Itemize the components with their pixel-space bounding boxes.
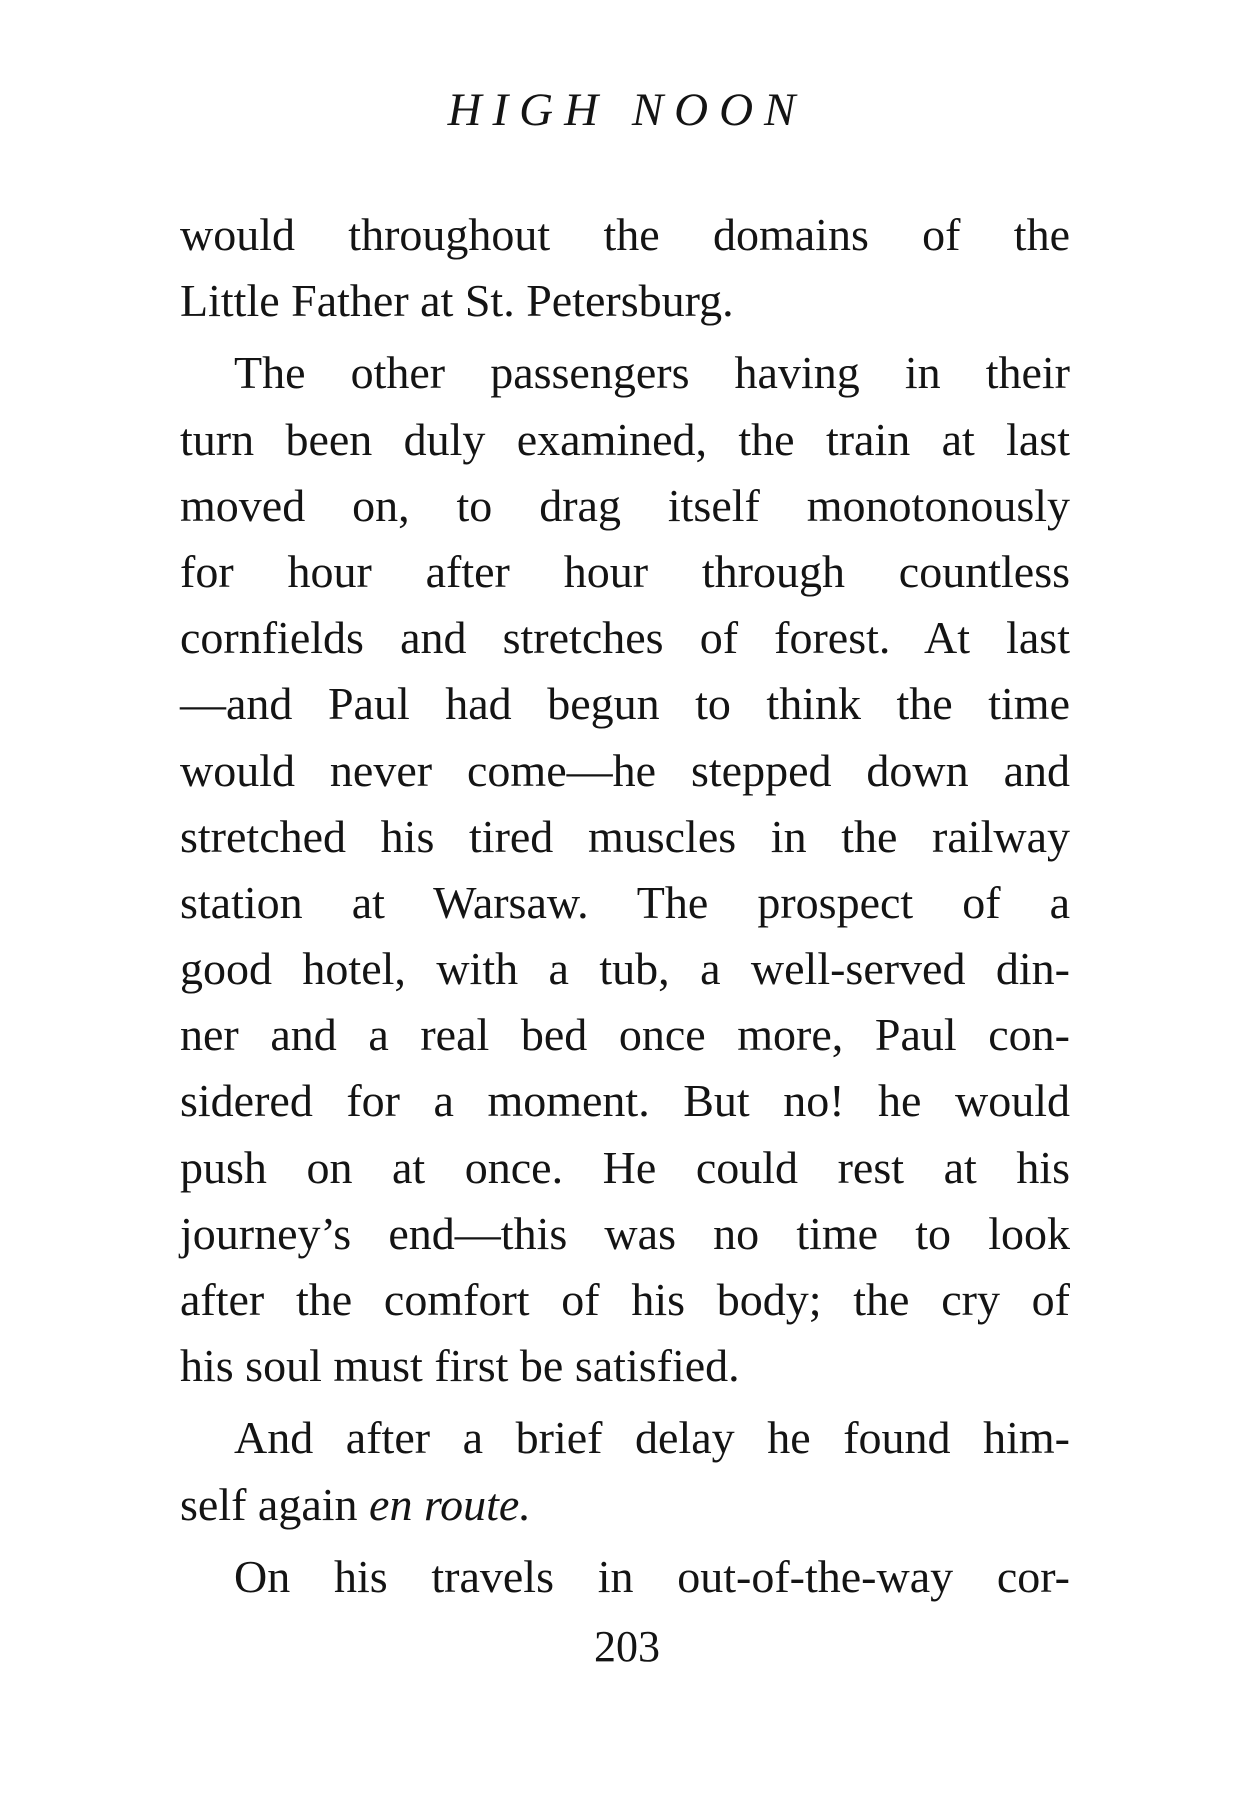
text-line: cornfields and stretches of forest. At last xyxy=(180,612,1070,664)
text-segment: self again xyxy=(180,1478,370,1530)
text-line: Little Father at St. Petersburg. xyxy=(180,275,734,327)
text-line: stretched his tired muscles in the railway xyxy=(180,810,1070,862)
text-line: his soul must first be satisfied. xyxy=(180,1340,740,1392)
text-line: —and Paul had begun to think the time xyxy=(180,678,1070,730)
text-line: ner and a real bed once more, Paul con- xyxy=(180,1009,1070,1061)
page-number: 203 xyxy=(594,1622,660,1671)
italic-phrase: en route. xyxy=(369,1478,531,1530)
text-line: station at Warsaw. The prospect of a xyxy=(180,876,1070,928)
paragraph-start-line: The other passengers having in their xyxy=(234,347,1070,399)
body-text xyxy=(180,202,1070,1610)
paragraph-start-line: On his travels in out-of-the-way cor- xyxy=(234,1550,1070,1602)
text-line: journey’s end—this was no time to look xyxy=(180,1207,1070,1259)
text-line: sidered for a moment. But no! he would xyxy=(180,1075,1070,1127)
text-line: after the comfort of his body; the cry of xyxy=(180,1274,1070,1325)
text-line: moved on, to drag itself monotonously xyxy=(180,479,1070,531)
text-line-with-italic xyxy=(180,1472,1070,1538)
text-line: push on at once. He could rest at his xyxy=(180,1141,1070,1193)
text-line: for hour after hour through countless xyxy=(180,545,1070,597)
running-head: HIGH NOON xyxy=(447,84,807,136)
text-line: would never come—he stepped down and xyxy=(180,744,1070,796)
text-line: good hotel, with a tub, a well-served din- xyxy=(180,943,1070,995)
text-line: would throughout the domains of the xyxy=(180,209,1070,260)
text-line: turn been duly examined, the train at last xyxy=(180,413,1070,465)
paragraph-start-line: And after a brief delay he found him- xyxy=(234,1412,1070,1464)
